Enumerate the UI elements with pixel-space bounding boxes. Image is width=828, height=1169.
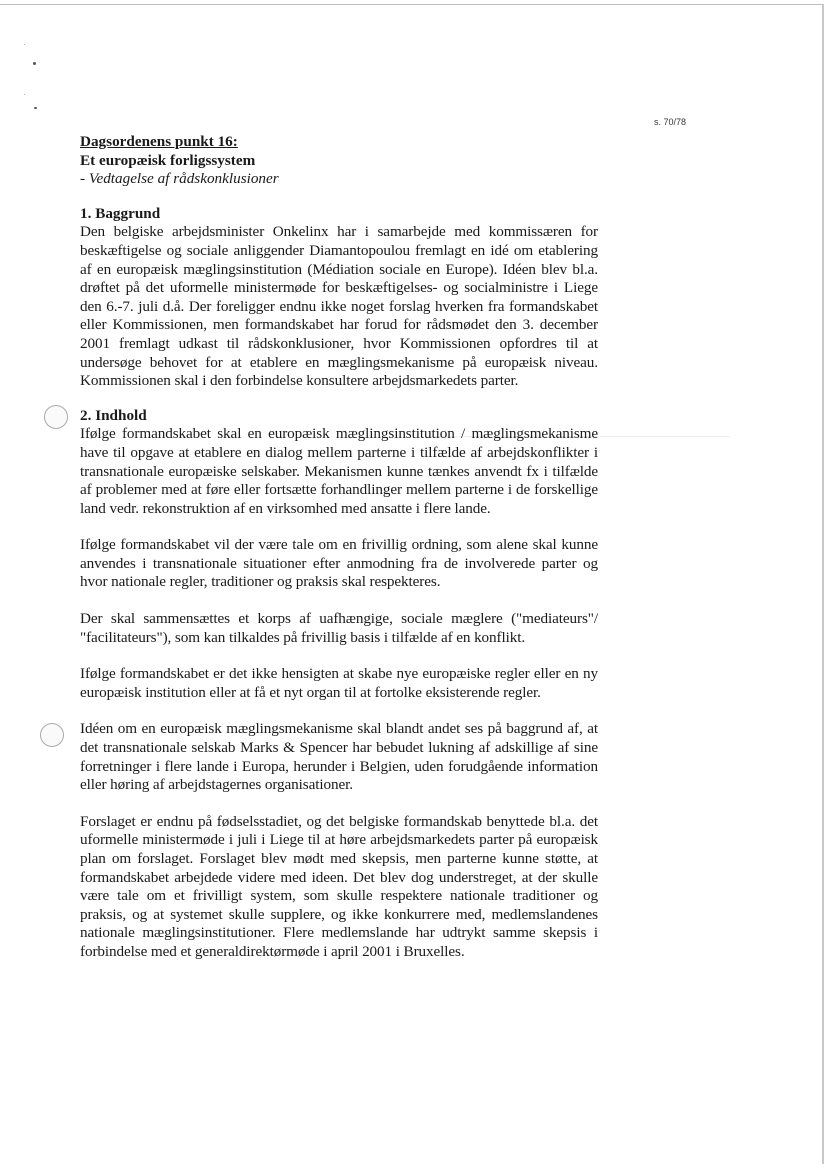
section-paragraph: Ifølge formandskabet skal en europæisk mæglingsinstitution / mæglingsmekanisme have til opgave at etablere en dialog mellem parterne i tilfælde af arbejdskonflikter i transnationale europæiske selskaber. Mekanismen kunne tænkes anvendt fx i tilfælde af problemer med at føre eller fortsætte forhandlinger mellem parterne i de forskellige land vedr. rekonstruktion af en virksomhed med ansatte i flere lande. (80, 425, 598, 517)
scan-speck (33, 62, 36, 65)
punch-hole-lower (40, 723, 64, 747)
bleed-through-line (600, 436, 730, 437)
section-heading-baggrund: 1. Baggrund (80, 204, 161, 222)
section-paragraph: Ifølge formandskabet vil der være tale om en frivillig ordning, som alene skal kunne anvendes i transnationale situationer efter anmodning fra de involverede parter og hvor nationale regler, traditioner og praksis skal respekteres. (80, 536, 598, 591)
page-number: s. 70/78 (654, 117, 687, 127)
document-title: Et europæisk forligssystem (80, 151, 256, 169)
section-heading-indhold: 2. Indhold (80, 406, 147, 424)
section-paragraph: Forslaget er endnu på fødselsstadiet, og det belgiske formandskab benyttede bl.a. det uformelle ministermøde i juli i Liege til at høre arbejdsmarkedets parter på europæisk plan om forslaget. Forslaget blev mødt med skepsis, men parterne kunne støtte, at formandskabet arbejdede videre med ideen. Det blev dog understreget, at der skulle være tale om et frivilligt system, som skulle respektere nationale traditioner og praksis, og at systemet skulle supplere, og ikke konkurrere med, medlemslandenes nationale mæglingsinstitutioner. Flere medlemslande har udtrykt samme skepsis i forbindelse med et generaldirektørmøde i april 2001 i Bruxelles. (80, 812, 598, 960)
document-body (80, 133, 598, 962)
section-paragraph: Ifølge formandskabet er det ikke hensigten at skabe nye europæiske regler eller en ny europæisk institution eller at få et nyt organ til at fortolke eksisterende regler. (80, 665, 598, 701)
section-paragraph: Der skal sammensættes et korps af uafhængige, sociale mæglere ("mediateurs"/ "facilitateurs"), som kan tilkaldes på frivillig basis i tilfælde af en konflikt. (80, 610, 598, 646)
agenda-item-heading: Dagsordenens punkt 16: (80, 133, 238, 150)
scan-speck (24, 94, 25, 95)
scan-speck (34, 107, 37, 109)
punch-hole-upper (44, 405, 68, 429)
scan-speck (24, 44, 25, 45)
section-paragraph: Den belgiske arbejdsminister Onkelinx har i samarbejde med kommissæren for beskæftigelse og sociale anliggender Diamantopoulou fremlagt en idé om etablering af en europæisk mæglingsinstitution (Médiation sociale en Europe). Idéen blev bl.a. drøftet på det uformelle ministermøde for beskæftigelses- og socialministre i Liege den 6.-7. juli d.å. Der foreligger endnu ikke noget forslag hverken fra formandskabet eller Kommissionen, men formandskabet har forud for rådsmødet den 3. december 2001 fremlagt udkast til rådskonklusioner, hvor Kommissionen opfordres til at undersøge behovet for at etablere en mæglingsmekanisme på europæisk niveau. Kommissionen skal i den forbindelse konsultere arbejdsmarkedets parter. (80, 223, 598, 390)
section-paragraph: Idéen om en europæisk mæglingsmekanisme skal blandt andet ses på baggrund af, at det transnationale selskab Marks & Spencer har bebudet lukning af adskillige af sine forretninger i flere lande i Europa, herunder i Belgien, uden forudgående information eller høring af arbejdstagernes organisationer. (80, 720, 598, 794)
document-subtitle: - Vedtagelse af rådskonklusioner (80, 170, 279, 188)
